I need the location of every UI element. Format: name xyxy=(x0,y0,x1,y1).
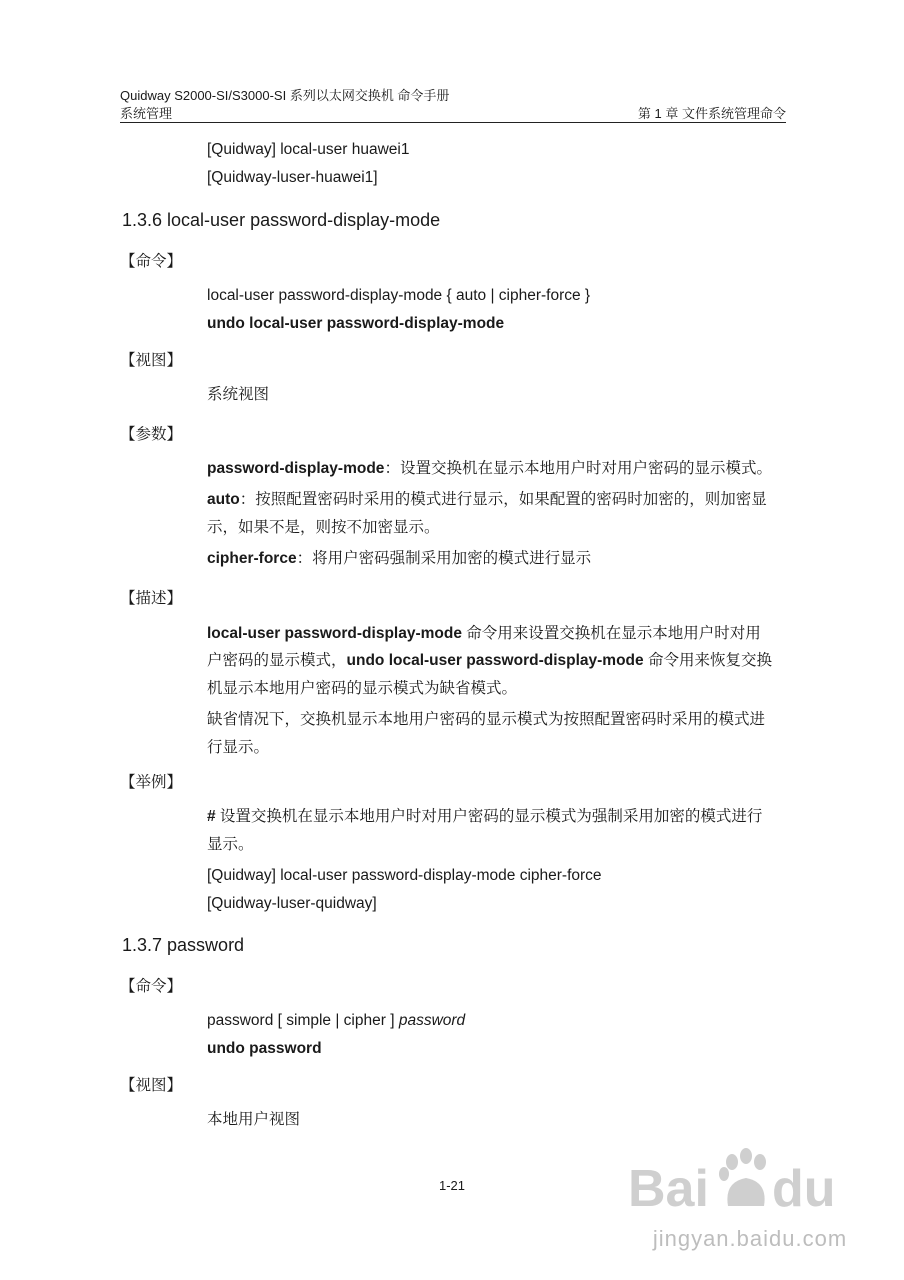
command-undo: undo local-user password-display-mode xyxy=(207,315,505,332)
header-chapter: 第 1 章 文件系统管理命令 xyxy=(637,106,786,121)
example-line: [Quidway] local-user huawei1 xyxy=(207,141,410,158)
param-desc-cont: 示，如果不是，则按不加密显示。 xyxy=(207,519,440,536)
desc-command: undo local-user password-display-mode xyxy=(346,652,644,669)
desc-text: 户密码的显示模式， xyxy=(207,652,347,669)
example-comment xyxy=(207,803,787,831)
example-line: [Quidway-luser-huawei1] xyxy=(207,169,378,186)
param-desc: ：设置交换机在显示本地用户时对用户密码的显示模式。 xyxy=(384,460,772,477)
baidu-watermark xyxy=(620,1140,900,1270)
desc-command: local-user password-display-mode xyxy=(207,625,462,642)
param-desc: ：将用户密码强制采用加密的模式进行显示 xyxy=(296,550,592,567)
example-line: [Quidway-luser-quidway] xyxy=(207,895,377,912)
view-value: 系统视图 xyxy=(207,386,270,403)
command-syntax xyxy=(207,1007,787,1035)
desc-text: 命令用来设置交换机在显示本地用户时对用 xyxy=(461,625,761,642)
param-name: auto xyxy=(207,491,240,508)
header-rule xyxy=(120,122,786,123)
param-name: cipher-force xyxy=(207,550,297,567)
description-line xyxy=(207,647,787,675)
comment-text: 设置交换机在显示本地用户时对用户密码的显示模式为强制采用加密的模式进行 xyxy=(215,808,763,825)
watermark-text: jingyan.baidu.com xyxy=(652,1226,848,1251)
command-syntax: local-user password-display-mode { auto | cipher-force } xyxy=(207,287,591,304)
label-description: 【描述】 xyxy=(120,590,183,607)
label-view: 【视图】 xyxy=(120,352,183,369)
param-item xyxy=(207,545,787,573)
label-command: 【命令】 xyxy=(120,978,183,995)
label-example: 【举例】 xyxy=(120,774,183,791)
param-item xyxy=(207,486,787,514)
label-params: 【参数】 xyxy=(120,426,183,443)
section-heading-1-3-7: 1.3.7 password xyxy=(122,935,245,955)
svg-text:Bai: Bai xyxy=(628,1160,709,1218)
section-heading-1-3-6: 1.3.6 local-user password-display-mode xyxy=(122,210,441,230)
header-title: Quidway S2000-SI/S3000-SI 系列以太网交换机 命令手册 xyxy=(120,88,450,103)
comment-hash: # xyxy=(207,808,216,825)
header-section: 系统管理 xyxy=(120,106,173,121)
example-line: [Quidway] local-user password-display-mode cipher-force xyxy=(207,867,602,884)
label-command: 【命令】 xyxy=(120,253,183,270)
example-comment-cont: 显示。 xyxy=(207,836,254,853)
svg-text:du: du xyxy=(772,1160,836,1218)
label-view: 【视图】 xyxy=(120,1077,183,1094)
view-value: 本地用户视图 xyxy=(207,1111,301,1128)
description-line xyxy=(207,620,787,648)
desc-text: 命令用来恢复交换 xyxy=(643,652,772,669)
description-line: 机显示本地用户密码的显示模式为缺省模式。 xyxy=(207,680,518,697)
command-text: password [ simple | cipher ] xyxy=(207,1012,399,1029)
baidu-logo-icon xyxy=(620,1140,880,1230)
page-number: 1-21 xyxy=(438,1178,466,1193)
param-desc: ：按照配置密码时采用的模式进行显示，如果配置的密码时加密的，则加密显 xyxy=(239,491,767,508)
description-line: 缺省情况下，交换机显示本地用户密码的显示模式为按照配置密码时采用的模式进 xyxy=(207,711,766,728)
description-line: 行显示。 xyxy=(207,739,270,756)
param-name: password-display-mode xyxy=(207,460,385,477)
param-item xyxy=(207,455,787,483)
command-arg: password xyxy=(398,1012,466,1029)
command-undo: undo password xyxy=(207,1040,322,1057)
